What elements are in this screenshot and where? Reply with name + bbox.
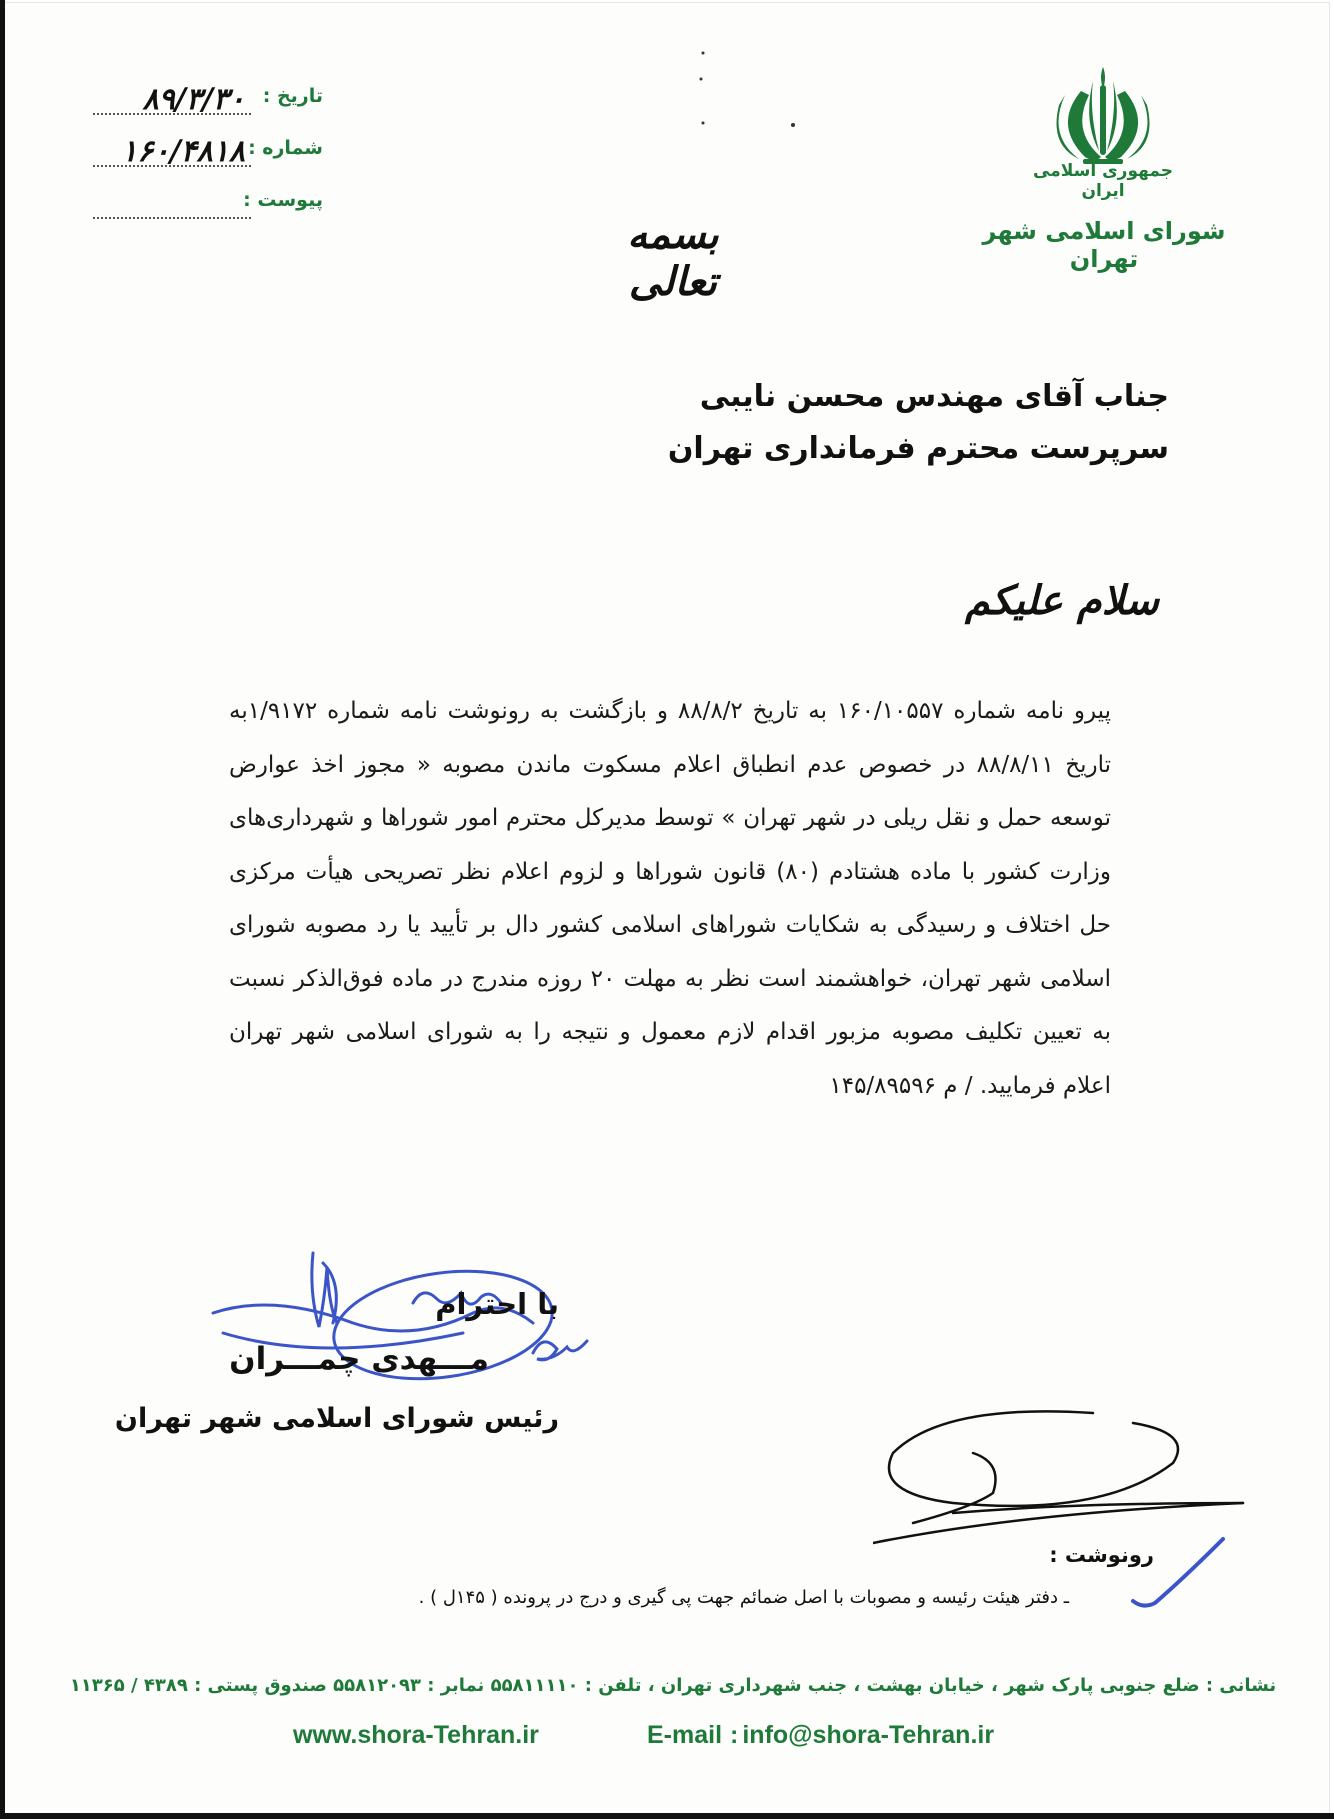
attachment-field — [93, 189, 323, 223]
cc-item: ـ دفتر هیئت رئیسه و مصوبات با اصل ضمائم جهت پی گیری و درج در پرونده ( ۱۴۵ل ) . — [418, 1587, 1069, 1608]
addressee-line2: سرپرست محترم فرمانداری تهران — [667, 431, 1169, 466]
number-value: ۱۶۰/۴۸۱۸ — [121, 134, 245, 169]
email-separator: : — [730, 1721, 739, 1749]
cc-label: رونوشت : — [1049, 1543, 1154, 1567]
letter-body: پیرو نامه شماره ۱۶۰/۱۰۵۵۷ به تاریخ ۸۸/۸/۲ و بازگشت به رونوشت نامه شماره ۱/۹۱۷۲به تاریخ ۸۸/۸/۱۱ در خصوص عدم انطباق اعلام مسکوت ماندن مصوبه « مجوز اخذ عوارض توسعه حمل و نقل ریلی در شهر تهران » توسط مدیرکل محترم امور شوراها و شهرداری‌های وزارت کشور با ماده هشتادم (۸۰) قانون شوراها و لزوم اعلام نظر تصریحی هیأت مرکزی حل اختلاف و رسیدگی به شکایات شوراهای اسلامی کشور دال بر تأیید یا رد مصوبه شورای اسلامی شهر تهران، خواهشمند است نظر به مهلت ۲۰ روزه مندرج در ماده فوق‌الذکر نسبت به تعیین تکلیف مصوبه مزبور اقدام لازم معمول و نتیجه را به شورای اسلامی شهر تهران اعلام فرمایید. / م ۱۴۵/۸۹۵۹۶ — [229, 698, 1112, 1099]
number-label: شماره : — [248, 137, 323, 159]
date-field — [93, 82, 323, 119]
email-label: E-mail — [647, 1721, 723, 1749]
addressee-block — [469, 371, 1169, 475]
council-name: شورای اسلامی شهر تهران — [982, 217, 1226, 273]
iran-emblem-icon — [1043, 61, 1163, 171]
bismillah-heading: بسمه تعالی — [627, 211, 719, 305]
date-label: تاریخ : — [262, 85, 323, 107]
email-link[interactable]: info@shora-Tehran.ir — [742, 1721, 995, 1749]
number-field — [93, 134, 323, 171]
addressee-line1: جناب آقای مهندس محسن نایبی — [699, 379, 1169, 414]
attachment-dotted-line — [93, 217, 251, 219]
attachment-label: پیوست : — [243, 189, 323, 211]
footer-address: نشانی : ضلع جنوبی پارک شهر ، خیابان بهشت ، جنب شهرداری تهران ، تلفن : ۵۵۸۱۱۱۱۰ نمابر : ۵۵۸۱۲۰۹۳ صندوق پستی : ۴۳۸۹ / ۱۱۳۶۵ — [69, 1675, 1277, 1696]
emblem-caption: جمهوری اسلامی ایران — [1033, 161, 1173, 201]
scan-border-bottom — [0, 1813, 1334, 1819]
footer-email — [643, 1721, 994, 1750]
letter-page — [2, 2, 1330, 1814]
date-value: ۸۹/۳/۳۰ — [142, 82, 245, 117]
signer-name: مـــهدی چمـــران — [229, 1341, 489, 1377]
scan-specks — [603, 43, 803, 143]
footer-website-link[interactable]: www.shora-Tehran.ir — [293, 1721, 539, 1749]
signer-title: رئیس شورای اسلامی شهر تهران — [114, 1403, 559, 1434]
closing-regards: با احترام — [435, 1287, 559, 1321]
blue-signature-stamp — [203, 1243, 623, 1413]
salutation: سلام علیکم — [965, 577, 1159, 624]
scan-border-left — [0, 0, 5, 1819]
